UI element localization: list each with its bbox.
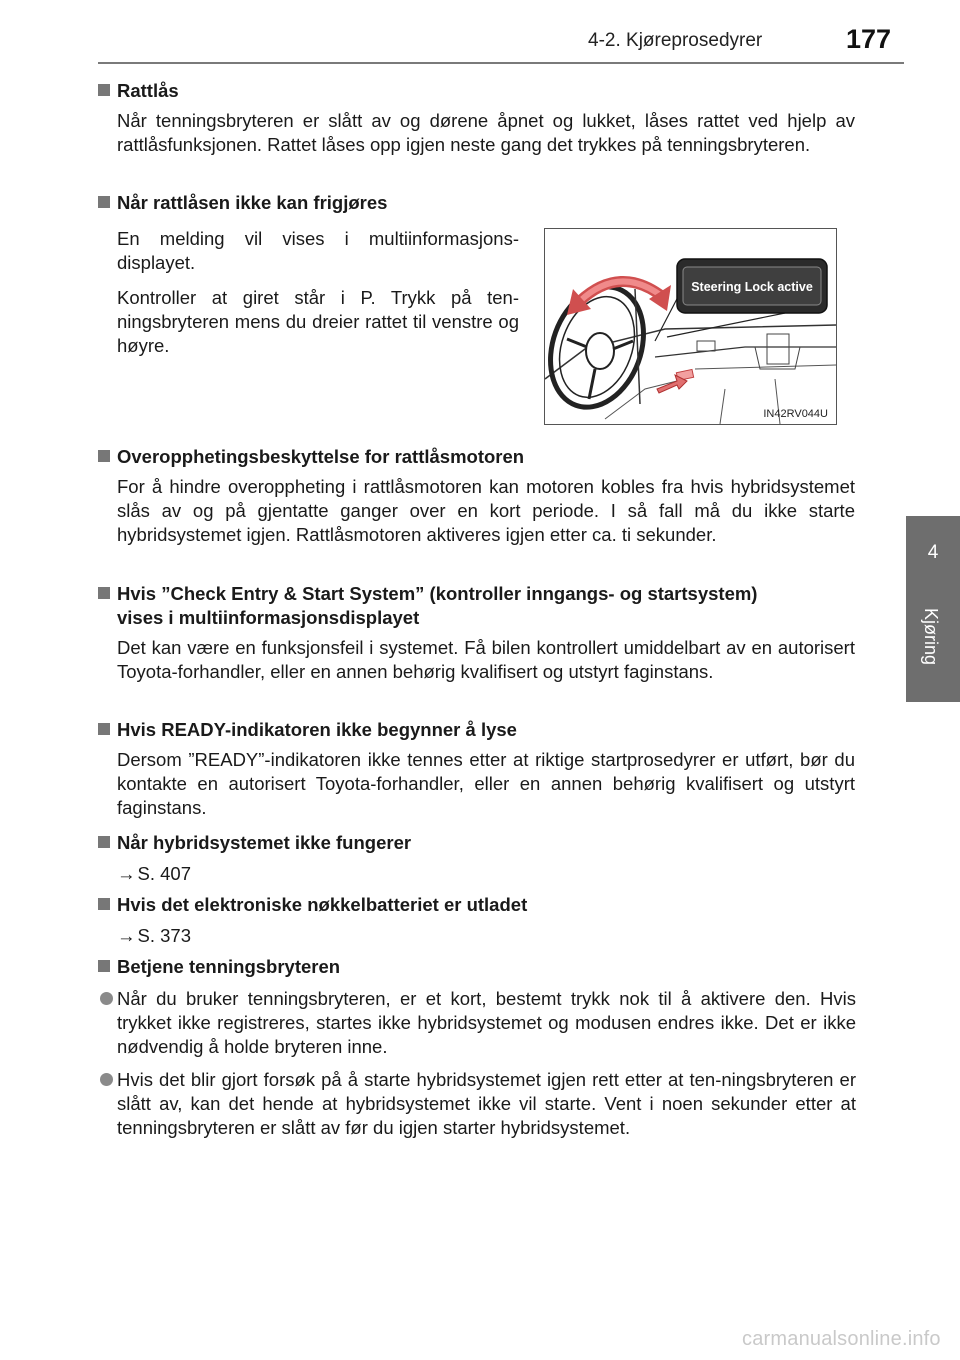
steering-lock-illustration <box>544 228 837 425</box>
bullet-icon <box>100 992 113 1005</box>
heading-square-icon <box>98 587 110 599</box>
reference-link[interactable]: → S. 407 <box>117 863 191 884</box>
heading-square-icon <box>98 960 110 972</box>
heading-rattlas-frigjores: Når rattlåsen ikke kan frigjøres <box>98 191 387 215</box>
heading-overoppheting: Overopphetingsbeskyttelse for rattlåsmotoren <box>98 445 524 469</box>
reference-link[interactable]: → S. 373 <box>117 925 191 946</box>
heading-hybrid-fungerer: Når hybridsystemet ikke fungerer <box>98 831 411 855</box>
chapter-number: 4 <box>927 542 939 563</box>
heading-betjene: Betjene tenningsbryteren <box>98 955 340 979</box>
heading-nokkelbatteri: Hvis det elektroniske nøkkelbatteriet er utladet <box>98 893 527 917</box>
dashboard-drawing <box>545 229 836 424</box>
heading-check-entry: Hvis ”Check Entry & Start System” (kontroller inngangs- og startsystem) vises i multiinformasjonsdisplayet <box>98 582 757 630</box>
list-item <box>100 1068 856 1140</box>
heading-square-icon <box>98 450 110 462</box>
heading-square-icon <box>98 196 110 208</box>
figure-code: IN42RV044U <box>763 408 828 420</box>
bullet-text: Hvis det blir gjort forsøk på å starte hybridsystemet igjen rett etter at ten-ningsbryteren er slått av, kan det hende at hybridsystemet ikke vil starte. Vent i noen sekunder etter at tenningsbryteren er slått av før du igjen starter hybridsystemet. <box>117 1069 856 1138</box>
page-number: 177 <box>846 24 892 54</box>
paragraph-overoppheting: For å hindre overoppheting i rattlåsmotoren kan motoren kobles fra hvis hybridsystemet slås av og på gjentatte ganger over en kort periode. I så fall må du ikke starte hybridsystemet igjen. Rattlåsmotoren aktiveres igjen etter ca. ti sekunder. <box>117 476 855 545</box>
paragraph-check-entry: Det kan være en funksjonsfeil i systemet. Få bilen kontrollert umiddelbart av en autorisert Toyota-forhandler, eller en annen behørig kvalifisert og utstyrt faginstans. <box>117 637 855 682</box>
paragraph-ready: Dersom ”READY”-indikatoren ikke tennes etter at riktige startprosedyrer er utført, bør du kontakte en autorisert Toyota-forhandler, eller en annen behørig kvalifisert og utstyrt faginstans. <box>117 749 855 818</box>
chapter-label: Kjøring <box>921 608 941 666</box>
bullet-icon <box>100 1073 113 1086</box>
chapter-tab <box>906 516 960 702</box>
list-item <box>100 987 856 1059</box>
heading-square-icon <box>98 898 110 910</box>
heading-square-icon <box>98 84 110 96</box>
heading-ready: Hvis READY-indikatoren ikke begynner å lyse <box>98 718 517 742</box>
paragraph-rattlas: Når tenningsbryteren er slått av og dørene åpnet og lukket, låses rattet ved hjelp av rattlåsfunksjonen. Rattet låses opp igjen neste gang det trykkes på tenningsbryteren. <box>117 110 855 155</box>
section-header: 4-2. Kjøreprosedyrer <box>588 30 763 51</box>
header-rule <box>98 62 904 64</box>
heading-rattlas: Rattlås <box>98 79 179 103</box>
bullet-text: Når du bruker tenningsbryteren, er et kort, bestemt trykk nok til å aktivere den. Hvis trykket ikke registreres, startes ikke hybridsystemet og modusen endres ikke. Det er ikke nødvendig å holde bryteren inne. <box>117 988 856 1057</box>
arrow-right-icon: → <box>117 863 136 884</box>
heading-square-icon <box>98 836 110 848</box>
arrow-right-icon: → <box>117 925 136 946</box>
heading-square-icon <box>98 723 110 735</box>
paragraph-kontroller: Kontroller at giret står i P. Trykk på ten-ningsbryteren mens du dreier rattet til venstre og høyre. <box>117 287 519 356</box>
display-message: Steering Lock active <box>691 280 813 294</box>
watermark: carmanualsonline.info <box>742 1328 941 1350</box>
paragraph-melding: En melding vil vises i multiinformasjons-displayet. <box>117 228 519 273</box>
